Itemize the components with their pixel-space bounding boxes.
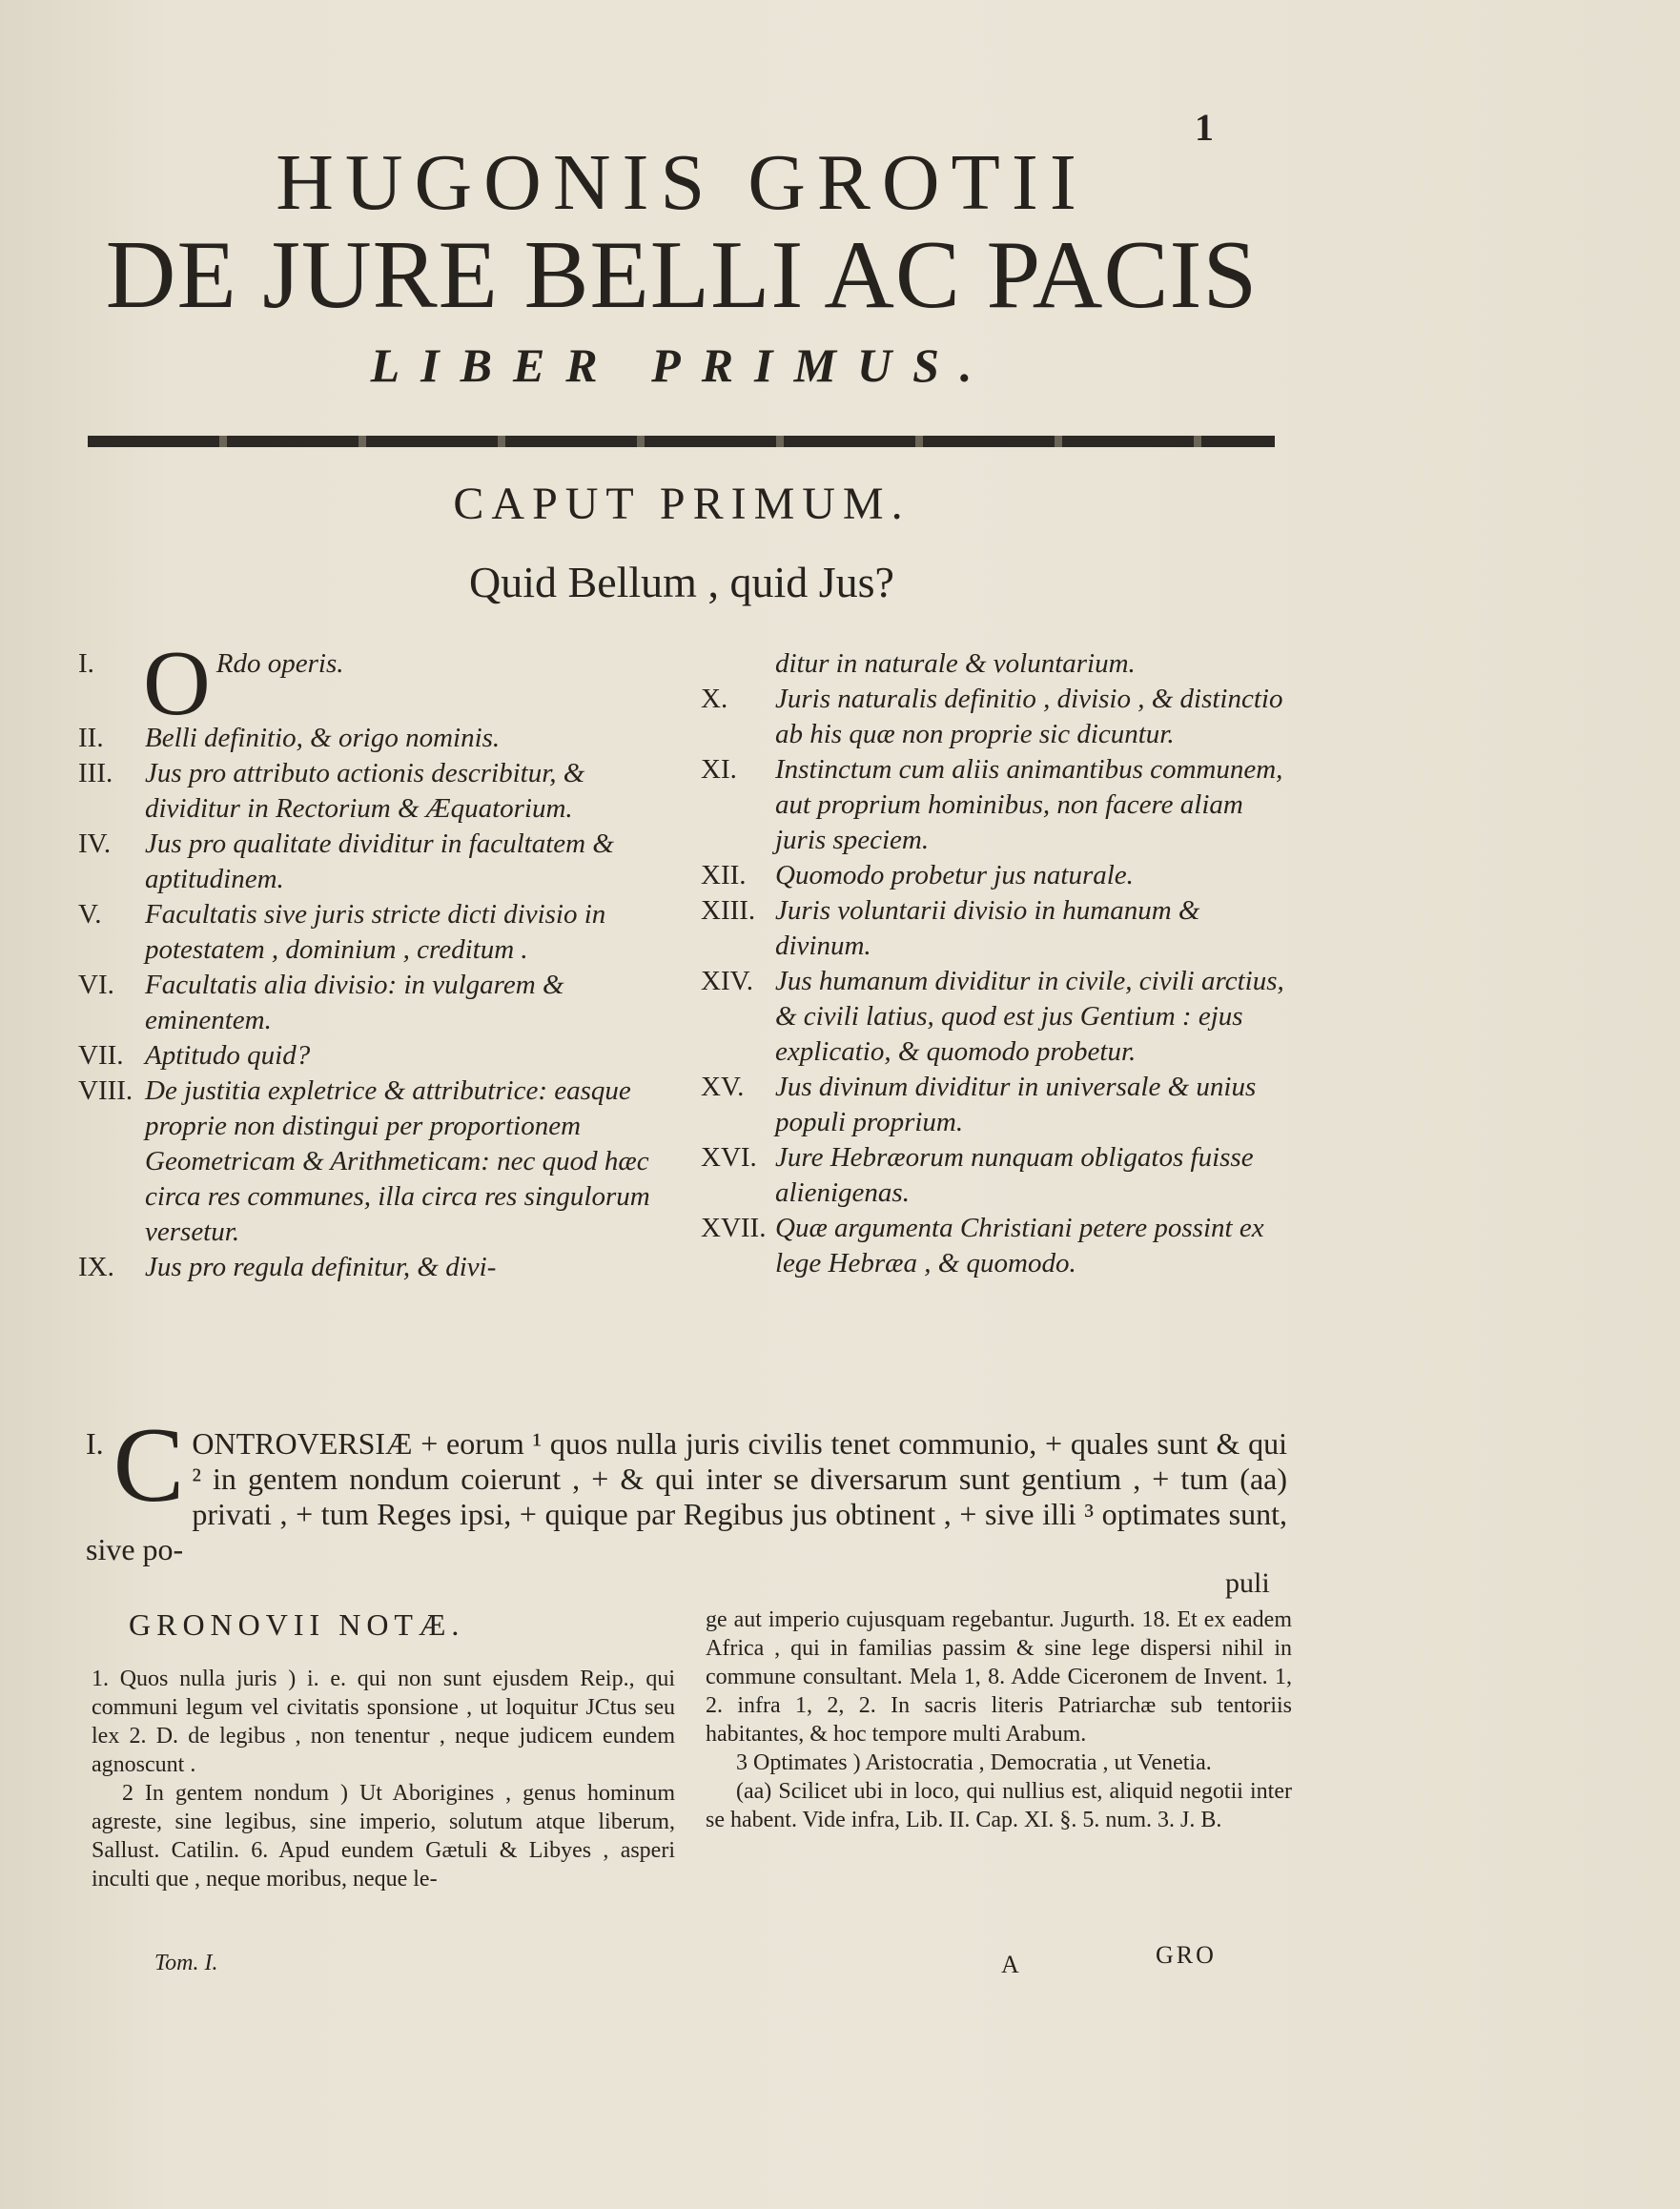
- entry-number: IV.: [78, 828, 112, 859]
- work-title: DE JURE BELLI AC PACIS: [105, 221, 1259, 329]
- note-text: 1. Quos nulla juris ) i. e. qui non sunt ejusdem Reip., qui communi legum vel civitatis sponsione , ut loquitur JCtus seu lex 2. D. de legibus , non tenentur , neque judicem eundem agnoscunt .: [92, 1667, 675, 1777]
- main-catchword: puli: [1225, 1567, 1270, 1599]
- contents-right-column: [701, 646, 1292, 1281]
- contents-entry: [701, 752, 1292, 858]
- entry-number: V.: [78, 899, 102, 930]
- entry-text: Quomodo probetur jus naturale.: [775, 860, 1134, 890]
- main-paragraph: ONTROVERSIÆ + eorum ¹ quos nulla juris civilis tenet communio, + quales sunt & qui ² in gentem nondum coierunt , + & qui inter se diversarum sunt gentium , + tum (aa) privati , + tum Reges ipsi, + quique par Regibus jus obtinent , + sive illi ³ optimates sunt, sive po-: [86, 1426, 1287, 1566]
- entry-text: Facultatis alia divisio: in vulgarem & eminentem.: [145, 970, 564, 1035]
- entry-text: Aptitudo quid?: [145, 1040, 311, 1071]
- notes-title: GRONOVII NOTÆ.: [129, 1607, 465, 1642]
- entry-text: De justitia expletrice & attributrice: easque proprie non distingui per proportionem Geometricam & Arithmeticam: nec quod hæc circa res communes, illa circa res singulorum versetur.: [145, 1075, 650, 1247]
- contents-entry: [78, 897, 674, 968]
- main-text: [86, 1406, 1287, 1567]
- drop-cap-o: O: [143, 632, 211, 735]
- entry-text: Rdo operis.: [215, 648, 344, 679]
- chapter-subtitle: Quid Bellum , quid Jus?: [469, 558, 894, 606]
- contents-entry: [78, 827, 674, 897]
- contents-continuation: ditur in naturale & voluntarium.: [775, 648, 1136, 679]
- contents-entry: [701, 893, 1292, 964]
- entry-text: Juris naturalis definitio , divisio , & distinctio ab his quæ non proprie sic dicuntur.: [775, 684, 1283, 749]
- entry-text: Jus pro attributo actionis describitur, & dividitur in Rectorium & Æquatorium.: [145, 758, 585, 824]
- entry-text: Juris voluntarii divisio in humanum & divinum.: [775, 895, 1200, 961]
- entry-number: XVI.: [701, 1142, 757, 1173]
- signature-mark: A: [1001, 1951, 1019, 1978]
- entry-text: Quæ argumenta Christiani petere possint ex lege Hebræa , & quomodo.: [775, 1213, 1264, 1278]
- entry-number: II.: [78, 723, 104, 753]
- entry-number: XIII.: [701, 895, 756, 926]
- contents-entry: [78, 756, 674, 827]
- contents-entry: [701, 964, 1292, 1070]
- note-paragraph: (aa) Scilicet ubi in loco, qui nullius est, aliquid negotii inter se habent. Vide infra, Lib. II. Cap. XI. §. 5. num. 3. J. B.: [706, 1779, 1292, 1832]
- entry-number: X.: [701, 684, 728, 714]
- contents-entry: [701, 1070, 1292, 1140]
- entry-number: IX.: [78, 1252, 114, 1282]
- contents-entry: [78, 1250, 674, 1285]
- note-paragraph: 3 Optimates ) Aristocratia , Democratia , ut Venetia.: [736, 1750, 1212, 1775]
- contents-entry: [78, 632, 674, 735]
- drop-cap-c: C: [113, 1406, 185, 1524]
- contents-entry: [78, 968, 674, 1038]
- entry-text: Jus humanum dividitur in civile, civili arctius, & civili latius, quod est jus Gentium : ejus explicatio, & quomodo probetur.: [775, 966, 1284, 1067]
- entry-text: Facultatis sive juris stricte dicti divisio in potestatem , dominium , creditum .: [145, 899, 606, 965]
- contents-entry: [78, 721, 674, 756]
- note-paragraph: [92, 1665, 675, 1779]
- entry-number: VIII.: [78, 1075, 133, 1106]
- entry-text: Jure Hebræorum nunquam obligatos fuisse alienigenas.: [775, 1142, 1254, 1208]
- contents-entry: [701, 682, 1292, 752]
- ornamental-rule: [88, 436, 1275, 447]
- note-paragraph: ge aut imperio cujusquam regebantur. Jugurth. 18. Et ex eadem Africa , qui in familias passim & sine lege dispersi nihil in commune consultant. Mela 1, 8. Adde Ciceronem de Invent. 1, 2. infra 1, 2, 2. In sacris literis Patriarchæ sub tentoriis habitantes, & hoc tempore multi Arabum.: [706, 1607, 1292, 1747]
- page-number: 1: [1195, 106, 1214, 149]
- entry-text: Instinctum cum aliis animantibus communem, aut proprium hominibus, non facere aliam juris speciem.: [775, 754, 1283, 855]
- entry-text: Jus pro regula definitur, & divi-: [145, 1252, 497, 1282]
- entry-text: Jus pro qualitate dividitur in facultatem & aptitudinem.: [145, 828, 614, 894]
- book-title: LIBER PRIMUS.: [370, 338, 994, 392]
- contents-entry: [701, 1211, 1292, 1281]
- footer-catchword: GRO: [1156, 1941, 1217, 1969]
- contents-entry: [78, 1038, 674, 1074]
- entry-number: III.: [78, 758, 113, 788]
- author-title: HUGONIS GROTII: [276, 138, 1088, 227]
- contents-entry: [78, 1074, 674, 1250]
- note-paragraph: 2 In gentem nondum ) Ut Aborigines , genus hominum agreste, sine legibus, sine imperio, solutum atque liberum, Sallust. Catilin. 6. Apud eundem Gætuli & Libyes , asperi inculti que , neque moribus, neque le-: [92, 1781, 675, 1892]
- notes-left-column: [92, 1665, 675, 1893]
- entry-number: VI.: [78, 970, 114, 1000]
- chapter-heading: CAPUT PRIMUM.: [453, 479, 911, 529]
- entry-number: XVII.: [701, 1213, 767, 1243]
- entry-number: XV.: [701, 1072, 745, 1102]
- notes-right-column: [706, 1606, 1292, 1834]
- entry-number: VII.: [78, 1040, 124, 1071]
- entry-number: I.: [78, 648, 94, 679]
- contents-entry: [701, 858, 1292, 893]
- entry-number: XI.: [701, 754, 737, 785]
- contents-left-column: [78, 632, 674, 1285]
- entry-number: XII.: [701, 860, 747, 890]
- entry-text: Belli definitio, & origo nominis.: [145, 723, 501, 753]
- section-number: I.: [86, 1426, 104, 1461]
- entry-number: XIV.: [701, 966, 754, 996]
- contents-entry: [701, 1140, 1292, 1211]
- entry-text: Jus divinum dividitur in universale & unius populi proprium.: [775, 1072, 1257, 1137]
- volume-label: Tom. I.: [154, 1951, 218, 1975]
